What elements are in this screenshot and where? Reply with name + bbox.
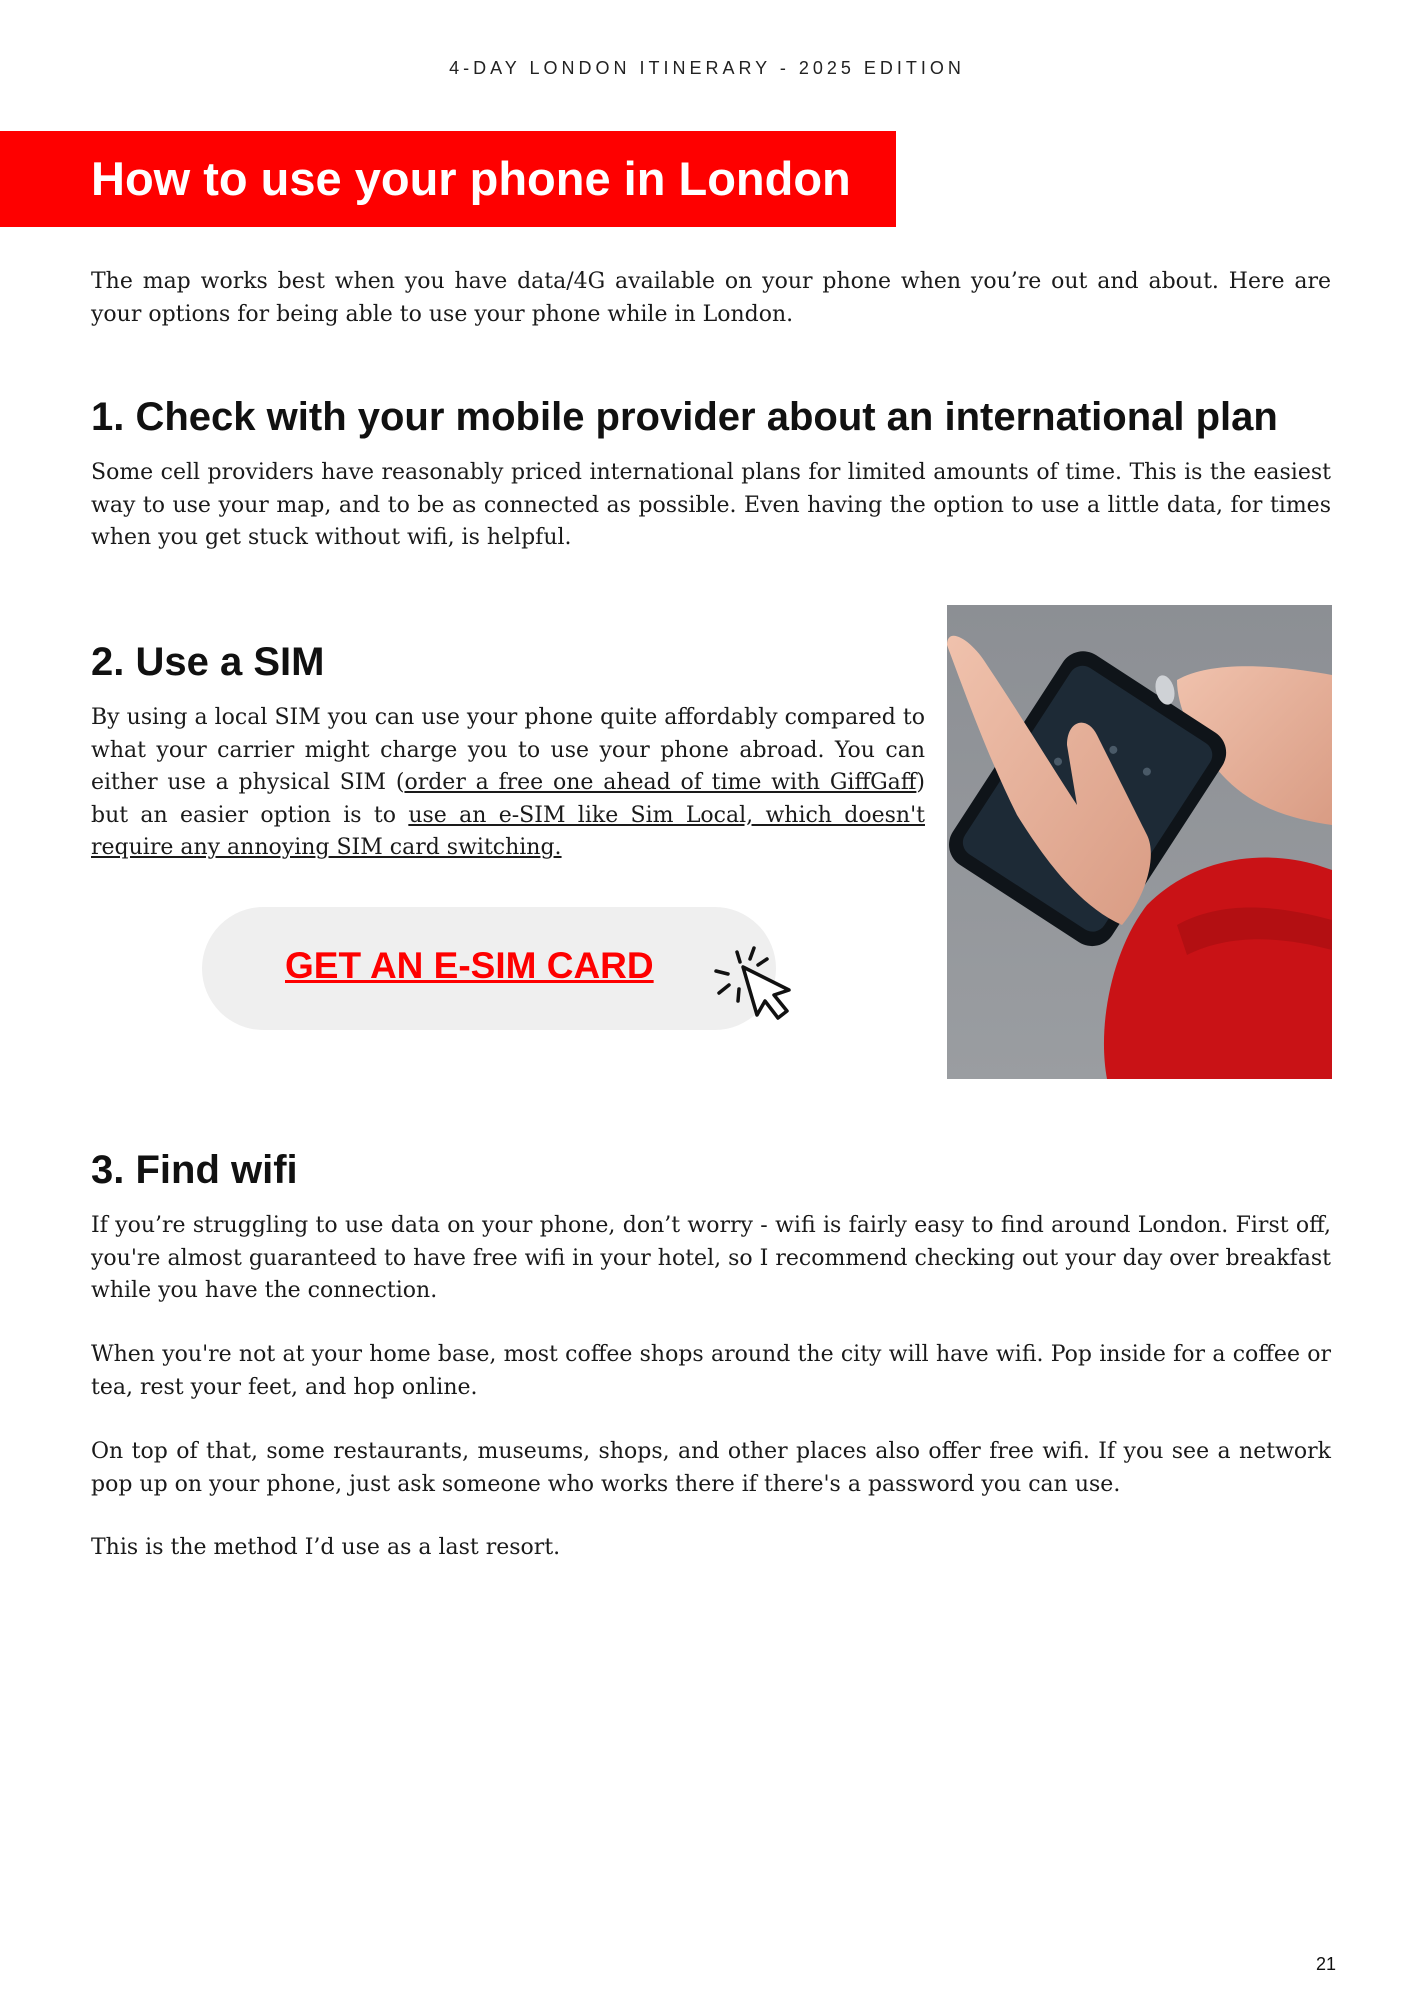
section-1-heading: 1. Check with your mobile provider about an international plan: [91, 395, 1278, 439]
section-3-heading: 3. Find wifi: [91, 1148, 298, 1192]
section-3-paragraph-4: This is the method I’d use as a last resort.: [91, 1535, 561, 1560]
get-esim-button-label: GET AN E-SIM CARD: [285, 945, 654, 986]
section-2-body-text-b: ) but an easier option is to: [91, 770, 925, 828]
section-3-paragraph-2: When you're not at your home base, most coffee shops around the city will have wifi. Pop inside for a coffee or tea, rest your feet, and hop online.: [91, 1342, 1331, 1400]
giffgaff-link[interactable]: order a free one ahead of time with GiffGaff: [404, 770, 917, 795]
sim-local-link[interactable]: use an e-SIM like Sim Local, which doesn't require any annoying SIM card switching.: [91, 802, 925, 860]
section-2-body: [91, 702, 925, 865]
page-number: 21: [1315, 1954, 1336, 1974]
section-2-body-text-a: By using a local SIM you can use your phone quite affordably compared to what your carrier might charge you to use your phone abroad. You can either use a physical SIM (: [91, 705, 925, 795]
section-3-paragraph-3: On top of that, some restaurants, museums, shops, and other places also offer free wifi. If you see a network pop up on your phone, just ask someone who works there if there's a password you can use.: [91, 1439, 1331, 1497]
intro-paragraph: The map works best when you have data/4G available on your phone when you’re out and about. Here are your options for being able to use your phone while in London.: [91, 269, 1331, 327]
click-cursor-icon: [710, 945, 810, 1025]
get-esim-button[interactable]: [202, 907, 776, 1030]
page-title: How to use your phone in London: [91, 152, 851, 205]
running-header: 4-DAY LONDON ITINERARY - 2025 EDITION: [449, 58, 965, 78]
section-3-paragraph-1: If you’re struggling to use data on your phone, don’t worry - wifi is fairly easy to find around London. First off, you're almost guaranteed to have free wifi in your hotel, so I recommend checking out your day over breakfast while you have the connection.: [91, 1213, 1331, 1303]
section-2-heading: 2. Use a SIM: [91, 640, 325, 684]
phone-in-hands-photo: [947, 605, 1332, 1079]
title-banner: [0, 131, 896, 227]
section-1-body: Some cell providers have reasonably priced international plans for limited amounts of time. This is the easiest way to use your map, and to be as connected as possible. Even having the option to use a little data, for times when you get stuck without wifi, is helpful.: [91, 460, 1331, 550]
